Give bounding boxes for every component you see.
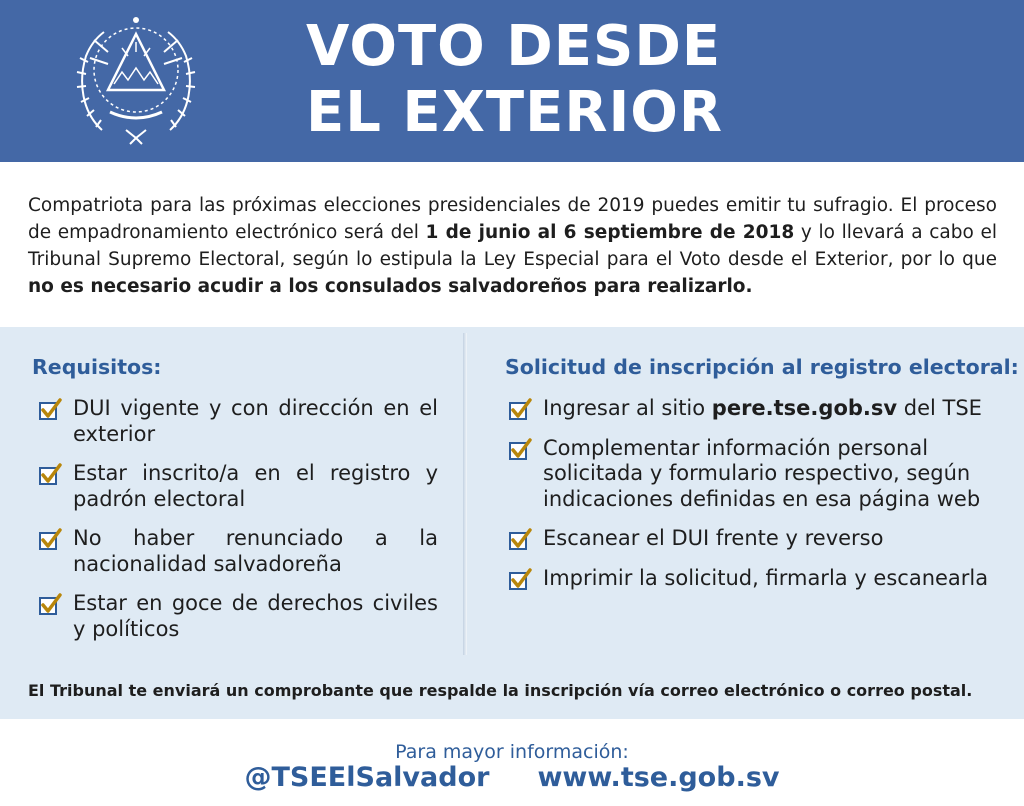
- requisito-text: DUI vigente y con dirección en el exterior: [73, 396, 438, 446]
- requisito-text: Estar inscrito/a en el registro y padrón electoral: [73, 461, 438, 511]
- solicitud-text: Imprimir la solicitud, firmarla y escanearla: [543, 565, 989, 590]
- website-link[interactable]: www.tse.gob.sv: [537, 762, 780, 793]
- pere-site-link[interactable]: pere.tse.gob.sv: [711, 396, 898, 420]
- solicitud-text: Complementar información personal solicitada y formulario respectivo, según indicaciones definidas en esa página web: [543, 435, 981, 511]
- list-item: [38, 461, 438, 512]
- twitter-handle-link[interactable]: @TSEElSalvador: [244, 762, 490, 793]
- title-line-1: VOTO DESDE: [306, 14, 722, 79]
- list-item: [508, 526, 996, 552]
- checkbox-checked-icon: [508, 398, 532, 422]
- solicitud-list: [508, 396, 996, 605]
- checkbox-checked-icon: [38, 593, 62, 617]
- footer-label: Para mayor información:: [395, 741, 629, 763]
- checkbox-checked-icon: [508, 528, 532, 552]
- title-line-2: EL EXTERIOR: [306, 80, 723, 145]
- intro-dates: 1 de junio al 6 septiembre de 2018: [425, 222, 795, 243]
- list-item: [508, 396, 996, 422]
- intro-text-1: Compatriota para las próximas elecciones presidenciales de 2019 puedes emitir tu sufragio. El proceso de empadronamiento electrónico será del: [28, 195, 997, 243]
- checkbox-checked-icon: [508, 568, 532, 592]
- coat-of-arms-icon: [72, 12, 200, 146]
- solicitud-text: Escanear el DUI frente y reverso: [543, 526, 884, 550]
- checkbox-checked-icon: [508, 438, 532, 462]
- intro-text-2: y lo llevará a cabo el Tribunal Supremo Electoral, según lo estipula la Ley Especial para el Voto desde el Exterior, por lo que: [28, 222, 997, 270]
- requisitos-list: [38, 396, 438, 656]
- footer-links: [0, 762, 1024, 793]
- list-item: [508, 436, 996, 513]
- header-banner: [0, 0, 1024, 162]
- checkbox-checked-icon: [38, 398, 62, 422]
- solicitud-item1-post: del TSE: [897, 396, 982, 420]
- requisito-text: Estar en goce de derechos civiles y políticos: [73, 591, 438, 641]
- intro-paragraph: [28, 192, 997, 300]
- solicitud-item1-pre: Ingresar al sitio: [543, 396, 712, 420]
- list-item: [508, 566, 996, 592]
- list-item: [38, 526, 438, 577]
- intro-emphasis: no es necesario acudir a los consulados salvadoreños para realizarlo.: [28, 276, 753, 297]
- column-divider: [463, 333, 467, 655]
- list-item: [38, 396, 438, 447]
- confirmation-note: El Tribunal te enviará un comprobante que respalde la inscripción vía correo electrónico o correo postal.: [28, 681, 973, 700]
- requisitos-heading: Requisitos:: [32, 355, 162, 379]
- list-item: [38, 591, 438, 642]
- checkbox-checked-icon: [38, 528, 62, 552]
- checkbox-checked-icon: [38, 463, 62, 487]
- solicitud-heading: Solicitud de inscripción al registro electoral:: [505, 355, 1019, 379]
- page-title: [306, 14, 766, 146]
- requisito-text: No haber renunciado a la nacionalidad salvadoreña: [73, 526, 438, 576]
- solicitud-text: [543, 396, 982, 420]
